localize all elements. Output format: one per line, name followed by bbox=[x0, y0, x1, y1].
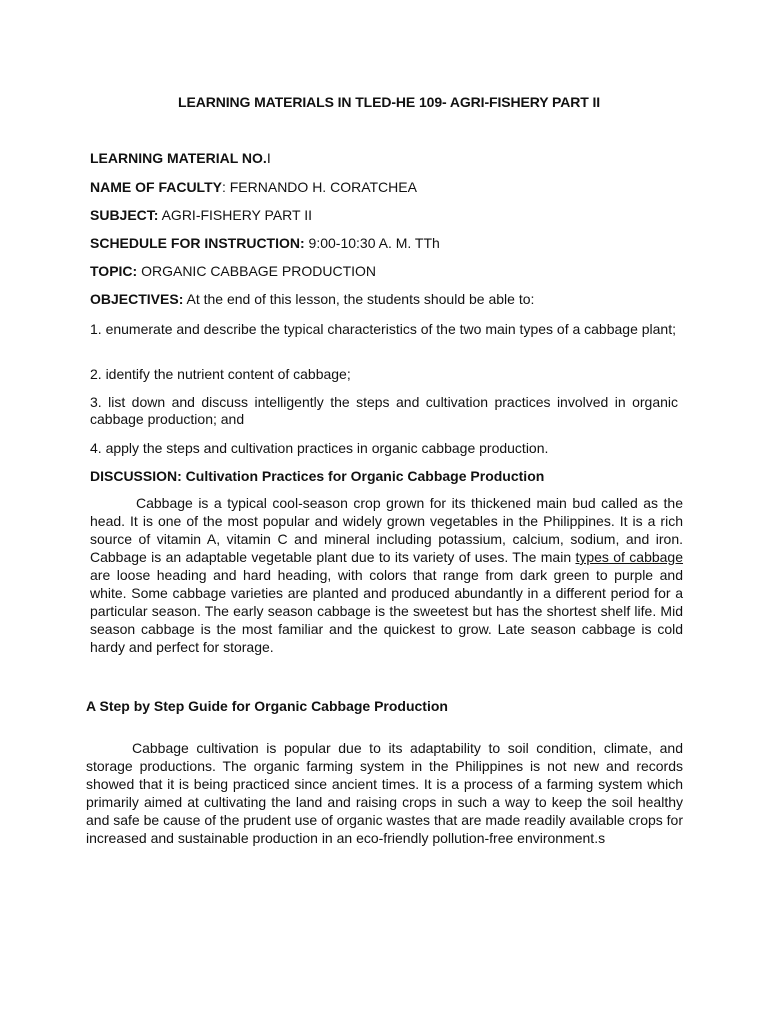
learning-material-field bbox=[90, 150, 271, 166]
types-of-cabbage-link[interactable]: types of cabbage bbox=[575, 549, 684, 565]
objectives-field bbox=[90, 291, 534, 307]
objective-item-1: 1. enumerate and describe the typical characteristics of the two main types of a cabbage plant; bbox=[90, 321, 676, 337]
topic-value: ORGANIC CABBAGE PRODUCTION bbox=[137, 263, 377, 279]
objectives-label: OBJECTIVES: bbox=[90, 291, 184, 307]
faculty-separator: : bbox=[221, 179, 230, 195]
discussion-text-start: Cabbage is a typical cool-season crop grown for its thickened main bud called as the head. It is one of the most popular and widely grown vegetables in the Philippines. It is a rich source of vitamin A, vitamin C and mineral including potassium, calcium, sodium, and iron. Cabbage is an adaptable vegetable plant due to its variety of uses. The main bbox=[90, 495, 683, 565]
faculty-value: FERNANDO H. CORATCHEA bbox=[229, 179, 417, 195]
faculty-field bbox=[90, 179, 417, 195]
topic-label: TOPIC: bbox=[90, 263, 138, 279]
learning-material-label: LEARNING MATERIAL NO. bbox=[90, 150, 267, 166]
objective-item-2: 2. identify the nutrient content of cabbage; bbox=[90, 366, 351, 382]
schedule-value: 9:00-10:30 A. M. TTh bbox=[304, 235, 440, 251]
objective-item-4: 4. apply the steps and cultivation practices in organic cabbage production. bbox=[90, 440, 549, 456]
subject-value: AGRI-FISHERY PART II bbox=[158, 207, 312, 223]
discussion-paragraph bbox=[90, 494, 683, 656]
schedule-field bbox=[90, 235, 440, 251]
document-title: LEARNING MATERIALS IN TLED-HE 109- AGRI-FISHERY PART II bbox=[178, 94, 601, 110]
discussion-text-end: are loose heading and hard heading, with colors that range from dark green to purple and white. Some cabbage varieties are planted and produced abundantly in a different period for a particular season. The early season cabbage is the sweetest but has the shortest shelf life. Mid season cabbage is the most familiar and the quickest to grow. Late season cabbage is cold hardy and perfect for storage. bbox=[90, 567, 683, 655]
subject-field bbox=[90, 207, 312, 223]
objectives-intro: At the end of this lesson, the students should be able to: bbox=[183, 291, 535, 307]
guide-text: Cabbage cultivation is popular due to its adaptability to soil condition, climate, and storage productions. The organic farming system in the Philippines is not new and records showed that it is being practiced since ancient times. It is a process of a farming system which primarily aimed at cultivating the land and raising crops in such a way to keep the soil healthy and safe be cause of the prudent use of organic wastes that are made readily available crops for increased and sustainable production in an eco-friendly pollution-free environment.s bbox=[86, 740, 683, 846]
guide-heading: A Step by Step Guide for Organic Cabbage Production bbox=[86, 698, 448, 714]
topic-field bbox=[90, 263, 376, 279]
faculty-label: NAME OF FACULTY bbox=[90, 179, 222, 195]
discussion-heading: DISCUSSION: Cultivation Practices for Organic Cabbage Production bbox=[90, 468, 545, 484]
subject-label: SUBJECT: bbox=[90, 207, 159, 223]
schedule-label: SCHEDULE FOR INSTRUCTION: bbox=[90, 235, 305, 251]
guide-paragraph bbox=[86, 739, 683, 847]
objective-item-3: 3. list down and discuss intelligently the steps and cultivation practices involved in organic cabbage production; and bbox=[90, 394, 678, 427]
learning-material-value: I bbox=[266, 150, 271, 166]
